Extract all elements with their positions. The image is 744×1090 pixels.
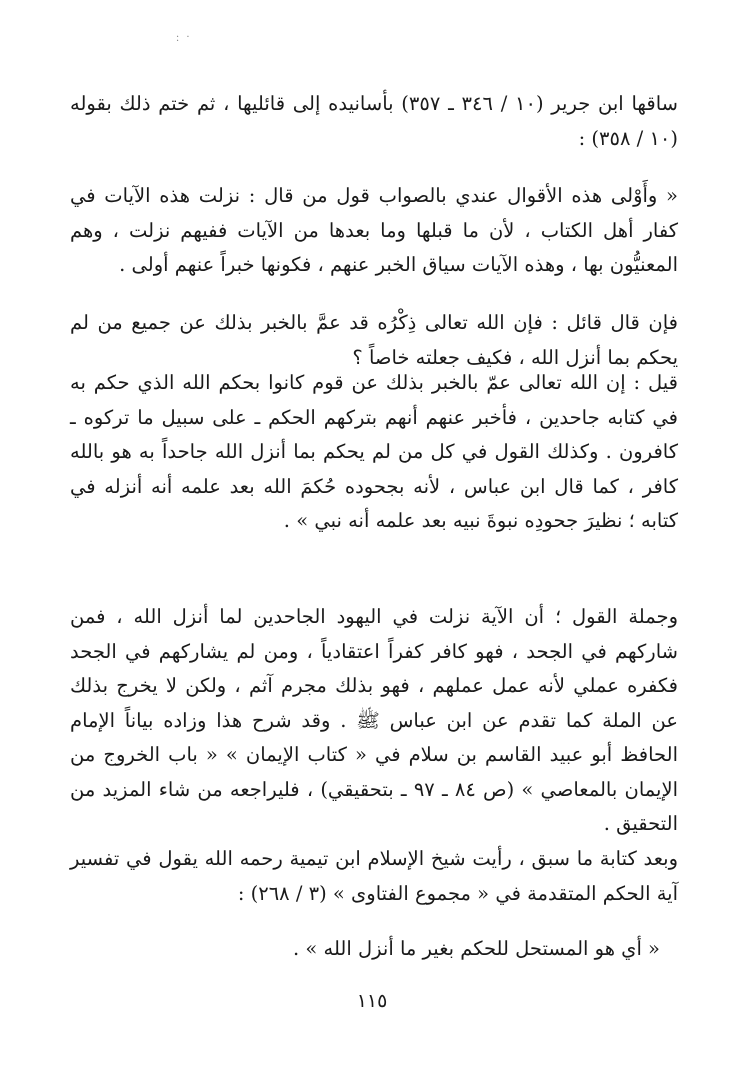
paragraph-objection: فإن قال قائل : فإن الله تعالى ذِكْرُه قد عمَّ بالخبر بذلك عن جميع من لم يحكم بما أنزل الله ، فكيف جعلته خاصاً ؟ [70, 311, 678, 369]
scan-mark-decoration: · · · [176, 32, 192, 47]
paragraph-answer: قيل : إن الله تعالى عمّ بالخبر بذلك عن قوم كانوا بحكم الله الذي حكم به في كتابه جاحدين ، فأخبر عنهم أنهم بتركهم الحكم ـ على سبيل ما تركوه ـ كافرون . وكذلك القول في كل من لم يحكم بما أنزل الله جاحداً به هو بالله كافر ، كما قال ابن عباس ، لأنه بجحوده حُكمَ الله بعد علمه أنه أنزله في كتابه ؛ نظيرَ جحودِه نبوةَ نبيه بعد علمه أنه نبي » . [70, 371, 678, 532]
paragraph-summary: وجملة القول ؛ أن الآية نزلت في اليهود الجاحدين لما أنزل الله ، فمن شاركهم في الجحد ، فهو كافر كفراً اعتقادياً ، ومن لم يشاركهم في الجحد فكفره عملي لأنه عمل عملهم ، فهو بذلك مجرم آثم ، ولكن لا يخرج بذلك عن الملة كما تقدم عن ابن عباس ﷺ . وقد شرح هذا وزاده بياناً الإمام الحافظ أبو عبيد القاسم بن سلام في « كتاب الإيمان » « باب الخروج من الإيمان بالمعاصي » (ص ٨٤ ـ ٩٧ ـ بتحقيقي) ، فليراجعه من شاء المزيد من التحقيق . [70, 605, 678, 835]
paragraph-intro: ساقها ابن جرير (١٠ / ٣٤٦ ـ ٣٥٧) بأسانيده إلى قائليها ، ثم ختم ذلك بقوله (١٠ / ٣٥٨) : [70, 92, 678, 150]
paragraph-ibn-taymiyyah: وبعد كتابة ما سبق ، رأيت شيخ الإسلام ابن تيمية رحمه الله يقول في تفسير آية الحكم المتقدمة في « مجموع الفتاوى » (٣ / ٢٦٨) : [70, 847, 678, 905]
paragraph-quote-closing: « أي هو المستحل للحكم بغير ما أنزل الله » . [293, 937, 660, 960]
page-number: ١١٥ [356, 990, 388, 1012]
paragraph-quote-ibn-jarir: « وأَوْلى هذه الأقوال عندي بالصواب قول من قال : نزلت هذه الآيات في كفار أهل الكتاب ، لأن ما قبلها وما بعدها من الآيات ففيهم نزلت ، وهم المعنيُّون بها ، وهذه الآيات سياق الخبر عنهم ، فكونها خبراً عنهم أولى . [70, 184, 678, 276]
